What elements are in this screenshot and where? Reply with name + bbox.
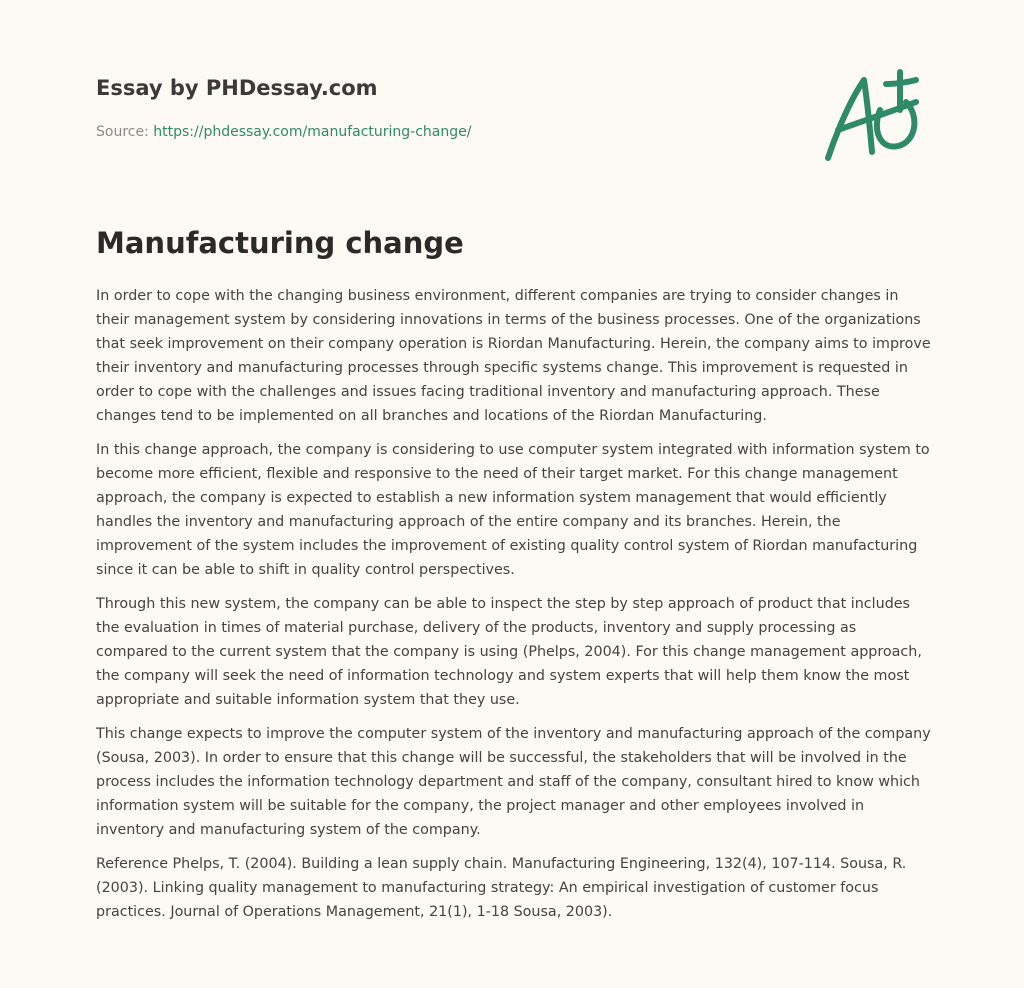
a-plus-grade-icon xyxy=(820,66,924,166)
paragraph: Through this new system, the company can be able to inspect the step by step approach of product that includes the evaluation in times of material purchase, delivery of the products, inventory and supply processing as compared to the current system that the company is using (Phelps, 2004). For this change management approach, the company will seek the need of information technology and system experts that will help them know the most appropriate and suitable information system that they use. xyxy=(96,596,922,708)
paragraph: This change expects to improve the computer system of the inventory and manufacturing approach of the company (Sousa, 2003). In order to ensure that this change will be successful, the stakeholders that will be involved in the process includes the information technology department and staff of the company, consultant hired to know which information system will be suitable for the company, the project manager and other employees involved in inventory and manufacturing system of the company. xyxy=(96,726,931,838)
source-label: Source: xyxy=(96,124,149,140)
source-link[interactable]: https://phdessay.com/manufacturing-change/ xyxy=(153,124,472,140)
references-paragraph: Reference Phelps, T. (2004). Building a lean supply chain. Manufacturing Engineering, 132(4), 107-114. Sousa, R. (2003). Linking quality management to manufacturing strategy: An empirical investigation of customer focus practices. Journal of Operations Management, 21(1), 1-18 Sousa, 2003). xyxy=(96,856,907,920)
paragraph: In this change approach, the company is considering to use computer system integrated with information system to become more efficient, flexible and responsive to the need of their target market. For this change management approach, the company is expected to establish a new information system management that would efficiently handles the inventory and manufacturing approach of the entire company and its branches. Herein, the improvement of the system includes the improvement of existing quality control system of Riordan manufacturing since it can be able to shift in quality control perspectives. xyxy=(96,442,930,578)
brand-title: Essay by PHDessay.com xyxy=(96,76,378,100)
source-line xyxy=(96,124,471,140)
page-title: Manufacturing change xyxy=(96,226,464,260)
essay-body xyxy=(96,284,932,934)
paragraph: In order to cope with the changing business environment, different companies are trying to consider changes in their management system by considering innovations in terms of the business processes. One of the organizations that seek improvement on their company operation is Riordan Manufacturing. Herein, the company aims to improve their inventory and manufacturing processes through specific systems change. This improvement is requested in order to cope with the challenges and issues facing traditional inventory and manufacturing approach. These changes tend to be implemented on all branches and locations of the Riordan Manufacturing. xyxy=(96,288,931,424)
